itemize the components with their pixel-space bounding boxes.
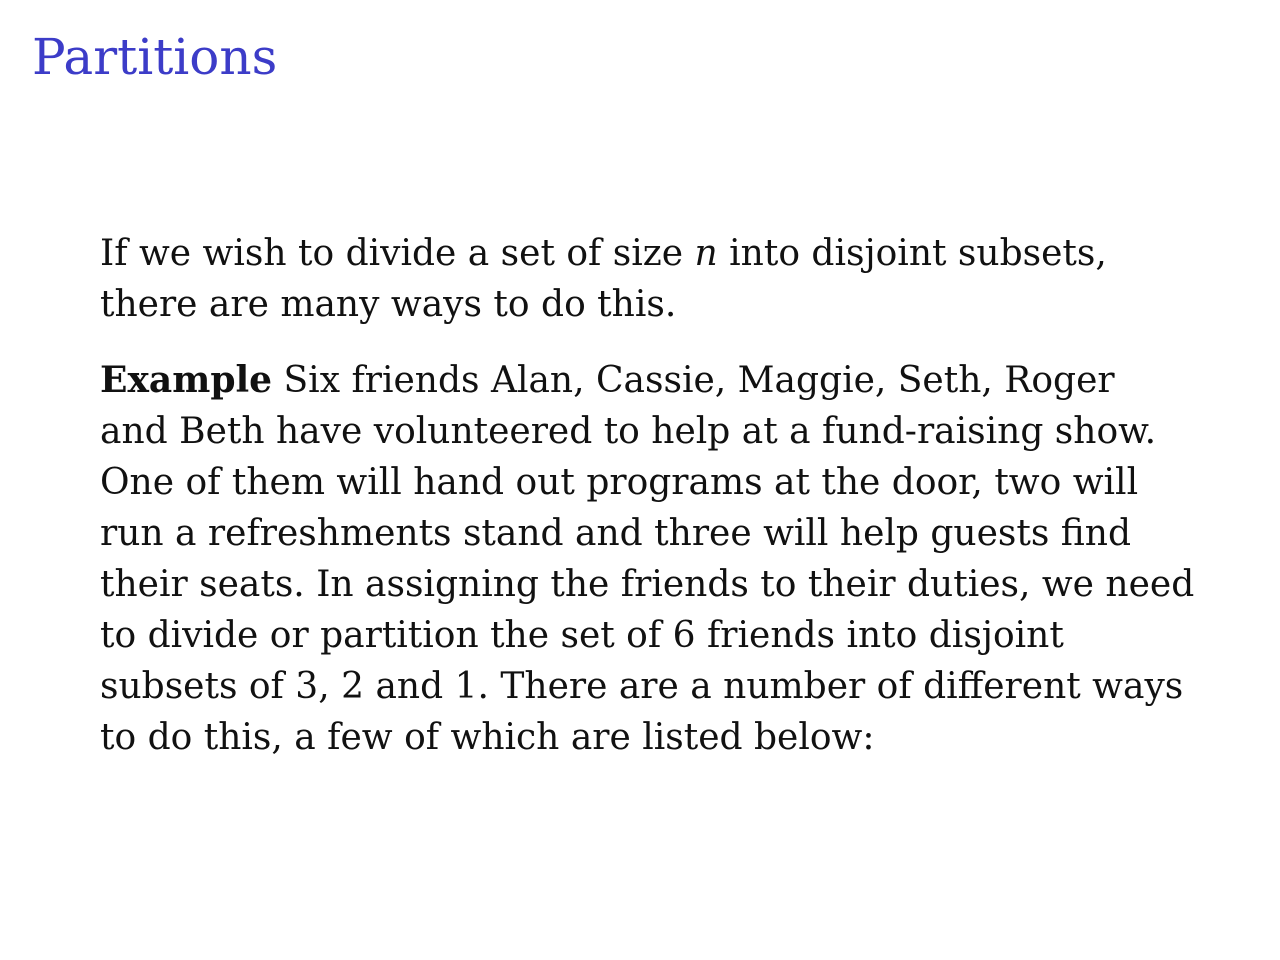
intro-text-after-var: into disjoint subsets, [717, 233, 1107, 274]
example-line: their seats. In assigning the friends to their duties, we need [100, 564, 1195, 605]
example-line: to divide or partition the set of 6 friends into disjoint [100, 615, 1064, 656]
math-variable-n: n [694, 233, 718, 274]
paragraph-gap [100, 330, 1200, 355]
slide-body [100, 228, 1200, 763]
example-line: run a refreshments stand and three will help guests find [100, 513, 1132, 554]
intro-line-2: there are many ways to do this. [100, 284, 677, 325]
example-label: Example [100, 359, 273, 401]
intro-text-before-var: If we wish to divide a set of size [100, 233, 695, 274]
example-line-1-text: Six friends Alan, Cassie, Maggie, Seth, Roger [272, 360, 1115, 401]
slide-title: Partitions [32, 28, 278, 86]
example-line: One of them will hand out programs at the door, two will [100, 462, 1139, 503]
example-line: to do this, a few of which are listed below: [100, 717, 875, 758]
example-line: subsets of 3, 2 and 1. There are a number of different ways [100, 666, 1184, 707]
example-line: and Beth have volunteered to help at a fund-raising show. [100, 411, 1157, 452]
example-line-1 [100, 355, 1200, 406]
intro-paragraph [100, 228, 1200, 330]
intro-line-1 [100, 228, 1200, 279]
example-paragraph [100, 355, 1200, 763]
